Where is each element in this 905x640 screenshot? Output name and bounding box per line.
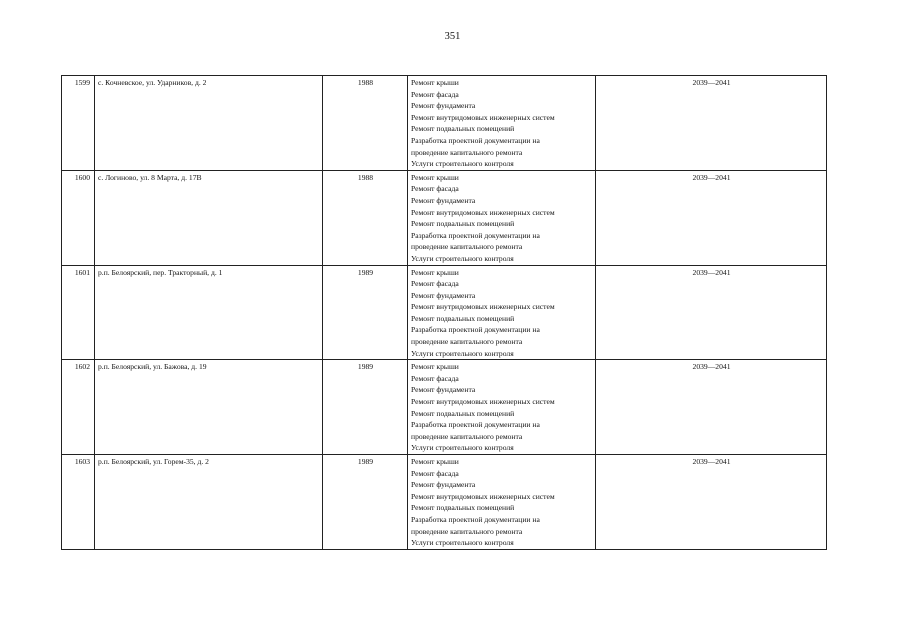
work-item: Ремонт крыши (411, 172, 459, 182)
construction-year: 1989 (357, 267, 374, 277)
work-item: Ремонт фундамента (411, 480, 476, 490)
address-cell (95, 170, 323, 265)
work-item: Разработка проектной документации на (411, 230, 540, 240)
repair-period: 2039—2041 (692, 172, 731, 182)
address-cell (95, 455, 323, 550)
work-item: Ремонт крыши (411, 362, 459, 372)
address: р.п. Белоярский, ул. Горем-35, д. 2 (98, 457, 209, 466)
address: с. Кочневское, ул. Ударников, д. 2 (98, 78, 207, 87)
year-cell (323, 76, 408, 171)
work-item: проведение капитального ремонта (411, 526, 523, 536)
row-number-cell (62, 360, 95, 455)
works-cell (408, 170, 596, 265)
year-cell (323, 265, 408, 360)
work-item: Ремонт фасада (411, 184, 459, 194)
address-cell (95, 360, 323, 455)
table-row (62, 170, 827, 265)
work-item: Ремонт крыши (411, 78, 459, 87)
address-cell (95, 76, 323, 171)
period-cell (596, 265, 827, 360)
row-number: 1601 (74, 267, 90, 277)
row-number-cell (62, 265, 95, 360)
row-number: 1599 (74, 78, 90, 87)
work-item: Разработка проектной документации на (411, 514, 540, 524)
period-cell (596, 360, 827, 455)
construction-year: 1988 (357, 78, 374, 87)
row-number: 1600 (74, 172, 90, 182)
row-number: 1603 (74, 457, 90, 466)
work-item: проведение капитального ремонта (411, 431, 523, 441)
address: р.п. Белоярский, пер. Тракторный, д. 1 (98, 267, 223, 277)
year-cell (323, 455, 408, 550)
repair-period: 2039—2041 (692, 78, 731, 87)
work-item: Разработка проектной документации на (411, 135, 540, 145)
work-item: Ремонт подвальных помещений (411, 503, 515, 513)
year-cell (323, 170, 408, 265)
table-row (62, 76, 827, 171)
work-item: Ремонт внутридомовых инженерных систем (411, 302, 555, 312)
row-number-cell (62, 76, 95, 171)
page-number: 351 (444, 31, 461, 42)
work-item: Ремонт крыши (411, 457, 459, 466)
table-row (62, 265, 827, 360)
table-body (62, 76, 827, 550)
work-item: проведение капитального ремонта (411, 147, 523, 157)
work-item: Разработка проектной документации на (411, 325, 540, 335)
work-item: Ремонт фасада (411, 468, 459, 478)
table-row (62, 455, 827, 550)
row-number-cell (62, 455, 95, 550)
work-item: Услуги строительного контроля (411, 443, 514, 453)
construction-year: 1988 (357, 172, 374, 182)
repair-period: 2039—2041 (692, 457, 731, 466)
period-cell (596, 455, 827, 550)
year-cell (323, 360, 408, 455)
work-item: Ремонт подвальных помещений (411, 219, 515, 229)
work-item: Услуги строительного контроля (411, 159, 514, 169)
work-item: Ремонт фундамента (411, 101, 476, 111)
work-item: Ремонт фундамента (411, 385, 476, 395)
works-cell (408, 360, 596, 455)
work-item: Ремонт крыши (411, 267, 459, 277)
repair-period: 2039—2041 (692, 267, 731, 277)
work-item: Разработка проектной документации на (411, 420, 540, 430)
table-row (62, 360, 827, 455)
work-item: Услуги строительного контроля (411, 348, 514, 358)
works-cell (408, 455, 596, 550)
work-item: Ремонт внутридомовых инженерных систем (411, 397, 555, 407)
work-item: Ремонт подвальных помещений (411, 408, 515, 418)
work-item: Ремонт фундамента (411, 290, 476, 300)
work-item: Ремонт фасада (411, 373, 459, 383)
row-number: 1602 (74, 362, 90, 372)
work-item: Ремонт внутридомовых инженерных систем (411, 112, 555, 122)
construction-year: 1989 (357, 457, 374, 466)
work-item: проведение капитального ремонта (411, 242, 523, 252)
address-cell (95, 265, 323, 360)
period-cell (596, 76, 827, 171)
work-item: Ремонт фасада (411, 279, 459, 289)
works-cell (408, 76, 596, 171)
construction-year: 1989 (357, 362, 374, 372)
work-item: Ремонт фасада (411, 89, 459, 99)
repair-schedule-table (61, 75, 827, 550)
address: с. Логиново, ул. 8 Марта, д. 17В (98, 172, 202, 182)
work-item: проведение капитального ремонта (411, 337, 523, 347)
work-item: Ремонт внутридомовых инженерных систем (411, 207, 555, 217)
work-item: Ремонт внутридомовых инженерных систем (411, 491, 555, 501)
work-item: Услуги строительного контроля (411, 538, 514, 548)
work-item: Ремонт подвальных помещений (411, 313, 515, 323)
address: р.п. Белоярский, ул. Бажова, д. 19 (98, 362, 207, 372)
work-item: Ремонт подвальных помещений (411, 124, 515, 134)
work-item: Ремонт фундамента (411, 195, 476, 205)
repair-period: 2039—2041 (692, 362, 731, 372)
works-cell (408, 265, 596, 360)
work-item: Услуги строительного контроля (411, 253, 514, 263)
row-number-cell (62, 170, 95, 265)
period-cell (596, 170, 827, 265)
